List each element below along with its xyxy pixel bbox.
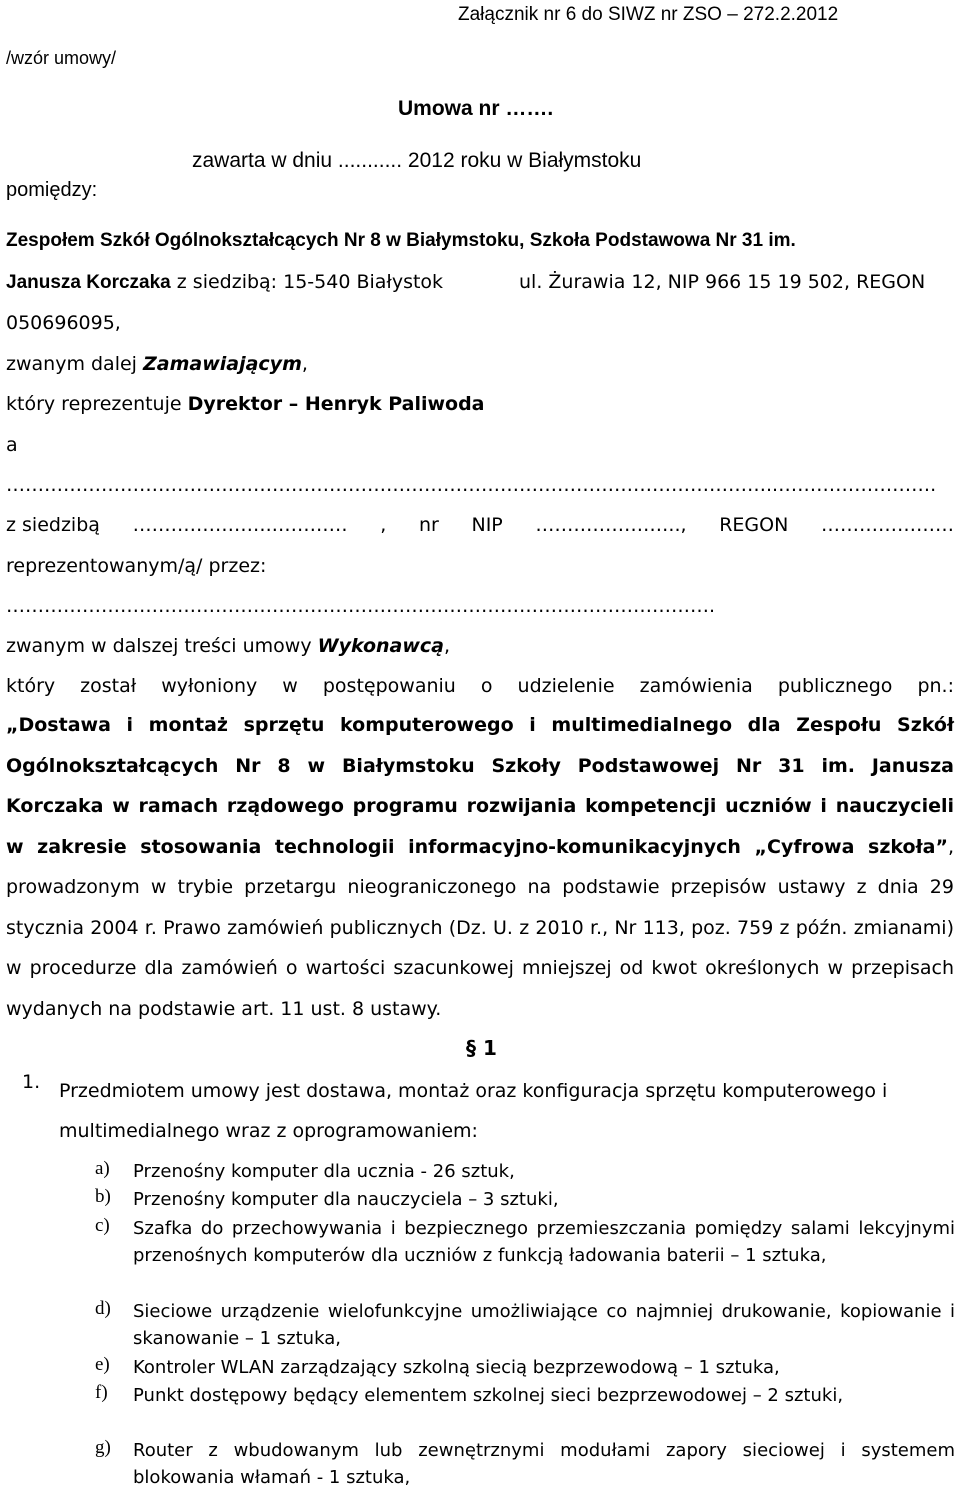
party2-represented: reprezentowanym/ą/ przez: [6, 555, 267, 577]
procedure-title: „Dostawa i montaż sprzętu komputerowego i multimedialnego dla Zespołu Szkół Ogólnokształcących Nr 8 w Białymstoku Szkoły Podstawowej Nr 31 im. Janusza Korczaka w ramach rządowego programu rozwijania kompetencji uczniów i nauczycieli w zakresie stosowania technologii informacyjno-komunikacyjnych „Cyfrowa szkoła” [6, 714, 954, 858]
nip-label: NIP [471, 514, 503, 536]
party2-dots-line: …………………………………………………………………………………………………………..……………………. [6, 474, 937, 496]
seat-dots: ………………….………… [132, 514, 348, 536]
procedure-intro: który został wyłoniony w postępowaniu o udzielenie zamówienia publicznego pn.: [6, 675, 954, 697]
party1-name-line1: Zespołem Szkół Ogólnokształcących Nr 8 w Białymstoku, Szkoła Podstawowa Nr 31 im. [6, 230, 796, 251]
contract-page: Załącznik nr 6 do SIWZ nr ZSO – 272.2.2012 /wzór umowy/ Umowa nr ……. zawarta w dniu ........... 2012 roku w Białymstoku pomiędzy: Zespołem Szkół Ogólnokształcących Nr 8 w Białymstoku, Szkoła Podstawowa Nr 31 im. Janusza Korczaka z siedzibą: 15-540 Białystok ul. Żurawia 12, NIP 966 15 19 502, REGON 050696095, zwanym dalej Zamawiającym, który reprezentuje Dyrektor – Henryk Paliwoda a …………………………………………………………………………………………………………..……………………. z siedzibą ………………….………… , nr NIP ………………….., REGON ………………… reprezentowanym/ą/ przez: …………………………………………………………………………………………………. zwanym w dalszej treści umowy Wykonawcą, który został wyłoniony w postępowaniu o udzielenie zamówienia publicznego pn.: „Dostawa i montaż sprzętu komputerowego i multimedialnego dla Zespołu Szkół Ogólnokształcących Nr 8 w Białymstoku Szkoły Podstawowej Nr 31 im. Janusza Korczaka w ramach rządowego programu rozwijania kompetencji uczniów i nauczycieli w zakresie stosowania technologii informacyjno-komunikacyjnych „Cyfrowa szkoła”, prowadzonym w trybie przetargu nieograniczonego na podstawie przepisów ustawy z dnia 29 stycznia 2004 r. Prawo zamówień publicznych (Dz. U. z 2010 r., Nr 113, poz. 759 z późn. zmianami) w procedurze dla zamówień o wartości szacunkowej mniejszej od kwot określonych w przepisach wydanych na podstawie art. 11 ust. 8 ustawy. § 1 1. Przedmiotem umowy jest dostawa, montaż oraz konfiguracja sprzętu komputerowego i multimedialnego wraz z oprogramowaniem: a) Przenośny komputer dla ucznia - 26 sztuk, b) Przenośny komputer dla nauczyciela – 3 sztuki, c) Szafka do przechowywania i bezpiecznego przemieszczania pomiędzy salami lekcyjnymi przenośnych komputerów dla uczniów z funkcją ładowania baterii – 1 sztuka, d) Sieciowe urządzenie wielofunkcyjne umożliwiające co najmniej drukowanie, kopiowanie i skanowanie – 1 sztuka, e) Kontroler WLAN zarządzający szkolną siecią bezprzewodową – 1 sztuka, f) Punkt dostępowy będący elementem szkolnej sieci bezprzewodowej – 2 sztuki, g) Router z wbudowanym lub zewnętrznymi modułami zapory sieciowej i systemem blokowania włamań - 1 sztuka, [6, 4, 955, 1488]
party1-role: Zamawiającym [142, 353, 302, 375]
attachment-header: Załącznik nr 6 do SIWZ nr ZSO – 272.2.2012 [458, 4, 839, 25]
seat-label: z siedzibą [6, 514, 100, 536]
party1-representative: który reprezentuje Dyrektor – Henryk Paliwoda [6, 393, 485, 415]
party1-patron: Janusza Korczaka [6, 272, 171, 293]
party2-seat-line: z siedzibą ………………….………… , nr NIP ………………….., REGON ………………… [6, 514, 954, 536]
party2-rep-dots: …………………………………………………………………………………………………. [6, 595, 716, 617]
item-number: 1. [22, 1071, 41, 1093]
contract-title: Umowa nr ……. [398, 97, 554, 120]
nip-dots: ………………….., [535, 514, 687, 536]
concluded-on: zawarta w dniu ........... 2012 roku w Białymstoku [192, 149, 642, 172]
template-note: /wzór umowy/ [6, 48, 117, 68]
party1-seat: z siedzibą: 15-540 Białystok [170, 271, 444, 293]
regon-dots: ………………… [820, 514, 954, 536]
party2-role: Wykonawcą [317, 635, 444, 657]
regon-label: REGON [719, 514, 789, 536]
party1-director: Dyrektor – Henryk Paliwoda [187, 393, 485, 415]
section-symbol: § 1 [466, 1036, 497, 1060]
party1-regon-cont: 050696095, [6, 312, 121, 334]
procedure-paragraph [6, 705, 954, 1029]
party1-name-line2 [6, 271, 443, 294]
party2-called: zwanym w dalszej treści umowy Wykonawcą, [6, 635, 451, 657]
party1-called: zwanym dalej Zamawiającym, [6, 353, 308, 375]
party1-address: ul. Żurawia 12, NIP 966 15 19 502, REGON [519, 271, 926, 293]
conjunction: a [6, 434, 18, 456]
item-text: Przedmiotem umowy jest dostawa, montaż oraz konfiguracja sprzętu komputerowego i multimedialnego wraz z oprogramowaniem: [59, 1080, 888, 1142]
procedure-tail: , prowadzonym w trybie przetargu nieograniczonego na podstawie przepisów ustawy z dnia 29 stycznia 2004 r. Prawo zamówień publicznych (Dz. U. z 2010 r., Nr 113, poz. 759 z późn. zmianami) w procedurze dla zamówień o wartości szacunkowej mniejszej od kwot określonych w przepisach wydanych na podstawie art. 11 ust. 8 ustawy. [6, 835, 954, 1020]
between-label: pomiędzy: [6, 179, 98, 201]
